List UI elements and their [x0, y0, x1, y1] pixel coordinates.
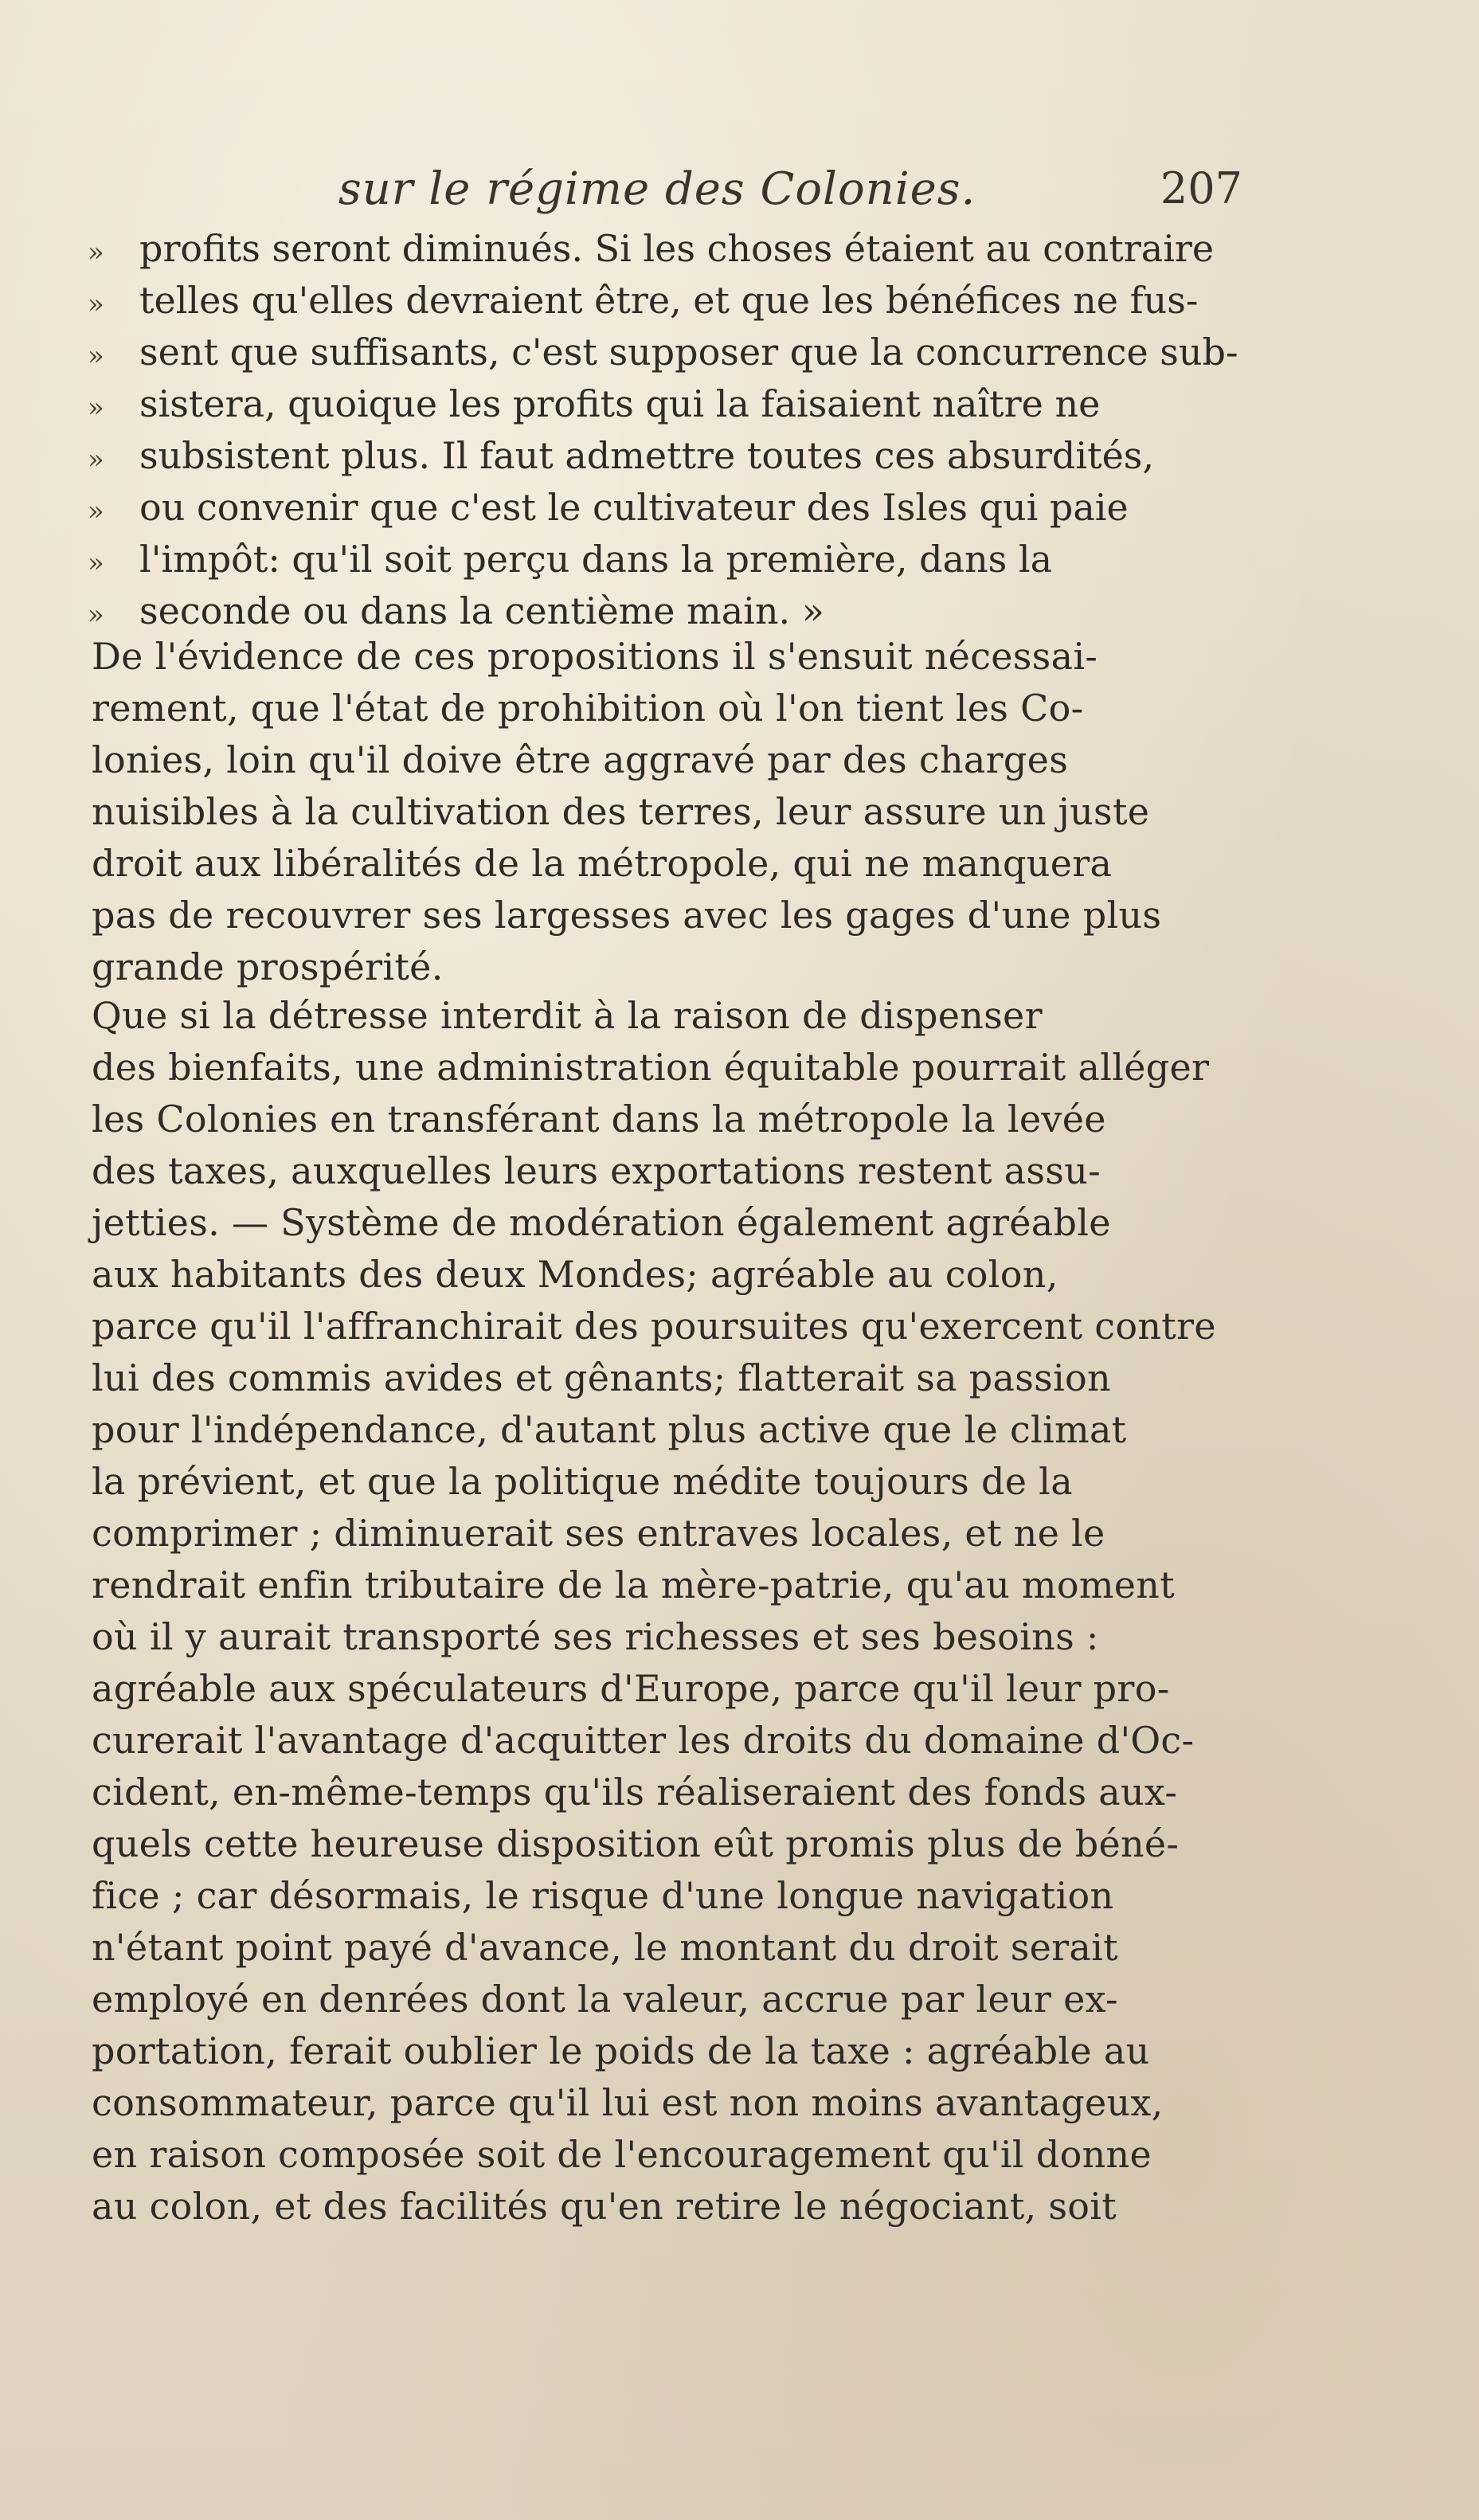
text-line: au colon, et des facilités qu'en retire le négociant, soit: [92, 2185, 1117, 2228]
text-line: des taxes, auxquelles leurs exportations restent assu-: [92, 1149, 1101, 1192]
text-line: comprimer ; diminuerait ses entraves locales, et ne le: [92, 1512, 1105, 1555]
quote-line-text: l'impôt: qu'il soit perçu dans la première, dans la: [139, 538, 1053, 581]
page-header: [88, 163, 1242, 219]
text-line: n'étant point payé d'avance, le montant du droit serait: [92, 1926, 1118, 1969]
text-line: jetties. — Système de modération également agréable: [92, 1201, 1111, 1244]
text-line: fice ; car désormais, le risque d'une longue navigation: [92, 1874, 1114, 1917]
text-line: portation, ferait oublier le poids de la taxe : agréable au: [92, 2029, 1150, 2072]
text-line: pour l'indépendance, d'autant plus active que le climat: [92, 1408, 1127, 1451]
text-line: pas de recouvrer ses largesses avec les gages d'une plus: [92, 894, 1162, 937]
quote-line-text: sent que suffisants, c'est supposer que la concurrence sub-: [139, 331, 1238, 374]
guillemet-mark: »: [88, 444, 104, 475]
text-line: en raison composée soit de l'encouragement qu'il donne: [92, 2133, 1152, 2176]
quote-line-text: profits seront diminués. Si les choses étaient au contraire: [139, 227, 1215, 270]
text-line: cident, en-même-temps qu'ils réaliseraient des fonds aux-: [92, 1771, 1178, 1814]
guillemet-mark: »: [88, 237, 104, 268]
text-line: nuisibles à la cultivation des terres, leur assure un juste: [92, 790, 1150, 833]
quote-line: [88, 378, 1250, 430]
quote-line-text: subsistent plus. Il faut admettre toutes ces absurdités,: [139, 434, 1155, 477]
text-line: lui des commis avides et gênants; flatterait sa passion: [92, 1356, 1111, 1399]
text-line: aux habitants des deux Mondes; agréable au colon,: [92, 1253, 1058, 1296]
quote-line: [88, 534, 1250, 585]
page-number: 207: [1160, 163, 1242, 213]
guillemet-mark: »: [88, 392, 104, 424]
text-line: curerait l'avantage d'acquitter les droits du domaine d'Oc-: [92, 1719, 1195, 1762]
text-line: la prévient, et que la politique médite toujours de la: [92, 1460, 1073, 1503]
text-line: où il y aurait transporté ses richesses et ses besoins :: [92, 1615, 1099, 1658]
text-line: les Colonies en transférant dans la métropole la levée: [92, 1098, 1106, 1141]
text-line: droit aux libéralités de la métropole, qui ne manquera: [92, 842, 1113, 885]
text-line: parce qu'il l'affranchirait des poursuites qu'exercent contre: [92, 1305, 1216, 1348]
quote-line-text: seconde ou dans la centième main. »: [139, 589, 824, 632]
guillemet-mark: »: [88, 340, 104, 372]
running-title: sur le régime des Colonies.: [338, 163, 976, 215]
text-line: grande prospérité.: [92, 945, 444, 988]
text-line: agréable aux spéculateurs d'Europe, parce qu'il leur pro-: [92, 1667, 1170, 1710]
text-line: employé en denrées dont la valeur, accrue par leur ex-: [92, 1978, 1118, 2021]
quote-line: [88, 327, 1250, 378]
paragraph-evidence: [92, 631, 1246, 993]
guillemet-mark: »: [88, 495, 104, 527]
paragraph-moderation: [92, 990, 1246, 2232]
text-line: De l'évidence de ces propositions il s'ensuit nécessai-: [92, 635, 1098, 678]
text-line: des bienfaits, une administration équitable pourrait alléger: [92, 1046, 1210, 1089]
text-line: lonies, loin qu'il doive être aggravé par des charges: [92, 738, 1069, 781]
text-line: consommateur, parce qu'il lui est non moins avantageux,: [92, 2081, 1164, 2124]
quote-line: [88, 430, 1250, 482]
guillemet-mark: »: [88, 288, 104, 320]
quote-line-text: ou convenir que c'est le cultivateur des Isles qui paie: [139, 486, 1129, 529]
text-line: Que si la détresse interdit à la raison de dispenser: [92, 994, 1043, 1037]
quote-line: [88, 223, 1250, 275]
guillemet-mark: »: [88, 547, 104, 579]
quote-line: [88, 585, 1250, 637]
guillemet-mark: »: [88, 599, 104, 631]
quoted-passage: [88, 223, 1250, 637]
quote-line-text: telles qu'elles devraient être, et que les bénéfices ne fus-: [139, 279, 1199, 322]
quote-line: [88, 275, 1250, 327]
text-line: rendrait enfin tributaire de la mère-patrie, qu'au moment: [92, 1563, 1175, 1606]
text-line: quels cette heureuse disposition eût promis plus de béné-: [92, 1822, 1180, 1865]
text-line: rement, que l'état de prohibition où l'on tient les Co-: [92, 687, 1084, 730]
quote-line-text: sistera, quoique les profits qui la faisaient naître ne: [139, 382, 1101, 425]
quote-line: [88, 482, 1250, 534]
